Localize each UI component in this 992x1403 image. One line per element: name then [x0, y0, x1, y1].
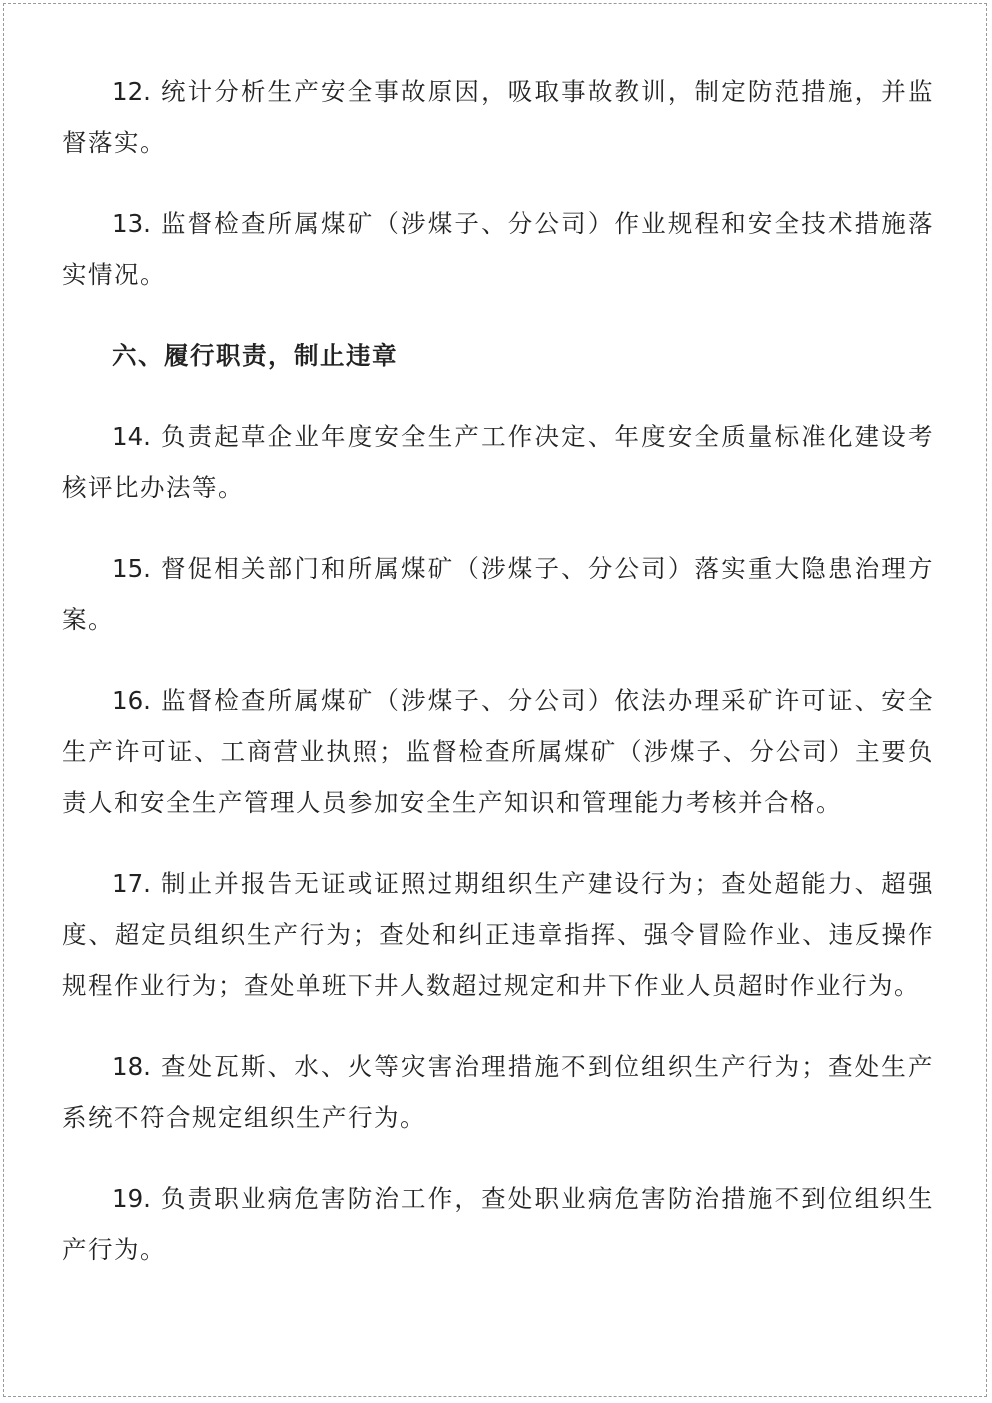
- item-number: 16.: [112, 686, 151, 715]
- list-item-14: [62, 411, 934, 513]
- list-item-16: [62, 675, 934, 828]
- item-text: 督促相关部门和所属煤矿（涉煤子、分公司）落实重大隐患治理方案。: [62, 554, 934, 634]
- item-text: 查处瓦斯、水、火等灾害治理措施不到位组织生产行为；查处生产系统不符合规定组织生产行为。: [62, 1052, 934, 1132]
- section-heading: 六、履行职责，制止违章: [112, 341, 398, 370]
- item-text: 负责起草企业年度安全生产工作决定、年度安全质量标准化建设考核评比办法等。: [62, 422, 934, 502]
- list-item-19: [62, 1173, 934, 1275]
- item-number: 19.: [112, 1184, 151, 1213]
- item-number: 12.: [112, 77, 151, 106]
- item-number: 18.: [112, 1052, 151, 1081]
- item-number: 17.: [112, 869, 151, 898]
- document-body: [62, 66, 934, 1275]
- list-item-17: [62, 858, 934, 1011]
- item-text: 监督检查所属煤矿（涉煤子、分公司）作业规程和安全技术措施落实情况。: [62, 209, 934, 289]
- item-text: 制止并报告无证或证照过期组织生产建设行为；查处超能力、超强度、超定员组织生产行为；查处和纠正违章指挥、强令冒险作业、违反操作规程作业行为；查处单班下井人数超过规定和井下作业人员超时作业行为。: [62, 869, 934, 1000]
- list-item-12: [62, 66, 934, 168]
- item-number: 14.: [112, 422, 151, 451]
- item-text: 统计分析生产安全事故原因，吸取事故教训，制定防范措施，并监督落实。: [62, 77, 934, 157]
- item-number: 13.: [112, 209, 151, 238]
- list-item-13: [62, 198, 934, 300]
- list-item-18: [62, 1041, 934, 1143]
- item-number: 15.: [112, 554, 151, 583]
- list-item-15: [62, 543, 934, 645]
- item-text: 负责职业病危害防治工作，查处职业病危害防治措施不到位组织生产行为。: [62, 1184, 934, 1264]
- item-text: 监督检查所属煤矿（涉煤子、分公司）依法办理采矿许可证、安全生产许可证、工商营业执照；监督检查所属煤矿（涉煤子、分公司）主要负责人和安全生产管理人员参加安全生产知识和管理能力考核并合格。: [62, 686, 934, 817]
